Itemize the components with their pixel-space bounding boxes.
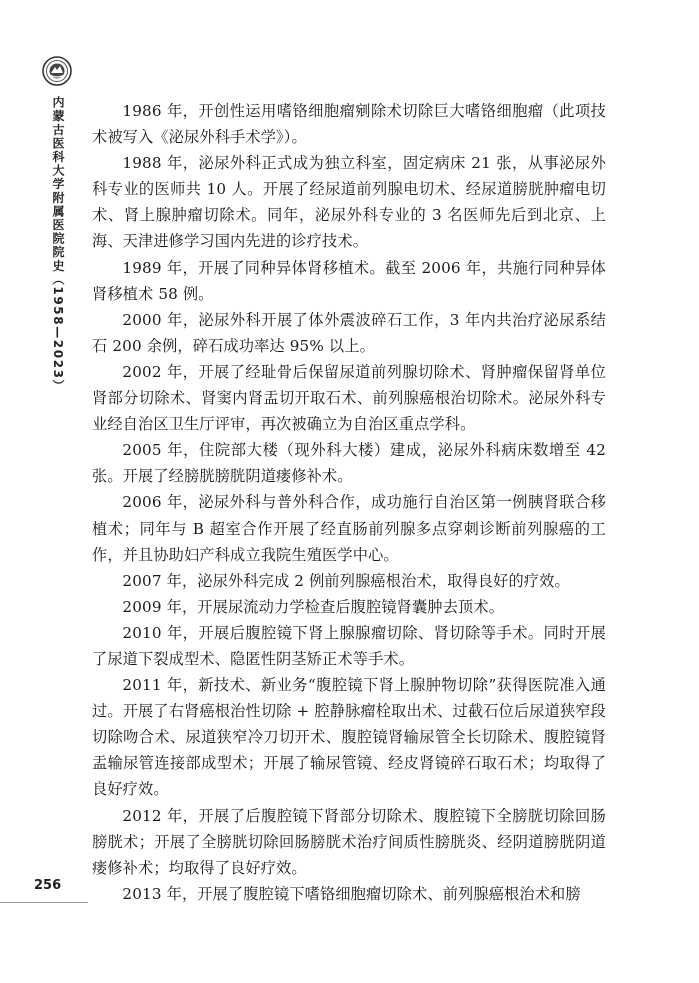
book-title-vertical: 内蒙古医科大学附属医院院史（1958—2023） bbox=[51, 96, 65, 394]
paragraph-2007: 2007 年，泌尿外科完成 2 例前列腺癌根治术，取得良好的疗效。 bbox=[122, 571, 570, 590]
paragraph-2006: 2006 年，泌尿外科与普外科合作，成功施行自治区第一例胰肾联合移植术；同年与 B 超室合作开展了经直肠前列腺多点穿刺诊断前列腺癌的工作，并且协助妇产科成立我院生殖医学中心。 bbox=[92, 493, 606, 564]
paragraph-1988: 1988 年，泌尿外科正式成为独立科室，固定病床 21 张，从事泌尿外科专业的医师共 10 人。开展了经尿道前列腺电切术、经尿道膀胱肿瘤电切术、肾上腺肿瘤切除术。同年，泌尿外科专业的 3 名医师先后到北京、上海、天津进修学习国内先进的诊疗技术。 bbox=[92, 154, 606, 251]
paragraph-2012: 2012 年，开展了后腹腔镜下肾部分切除术、腹腔镜下全膀胱切除回肠膀胱术；开展了全膀胱切除回肠膀胱术治疗间质性膀胱炎、经阴道膀胱阴道瘘修补术；均取得了良好疗效。 bbox=[92, 806, 606, 877]
paragraph-2010: 2010 年，开展后腹腔镜下肾上腺腺瘤切除、肾切除等手术。同时开展了尿道下裂成型术、隐匿性阴茎矫正术等手术。 bbox=[92, 623, 606, 668]
paragraph-2009: 2009 年，开展尿流动力学检查后腹腔镜肾囊肿去顶术。 bbox=[122, 597, 505, 616]
page-number: 256 bbox=[34, 878, 62, 893]
paragraph-1989: 1989 年，开展了同种异体肾移植术。截至 2006 年，共施行同种异体肾移植术 58 例。 bbox=[92, 258, 606, 303]
hospital-logo-emblem bbox=[42, 56, 72, 86]
footer-rule bbox=[0, 902, 88, 903]
paragraph-2013: 2013 年，开展了腹腔镜下嗜铬细胞瘤切除术、前列腺癌根治术和膀 bbox=[122, 884, 581, 903]
emblem-icon bbox=[42, 56, 72, 86]
paragraph-2005: 2005 年，住院部大楼（现外科大楼）建成，泌尿外科病床数增至 42 张。开展了经膀胱膀胱阴道瘘修补术。 bbox=[92, 441, 606, 486]
paragraph-2000: 2000 年，泌尿外科开展了体外震波碎石工作，3 年内共治疗泌尿系结石 200 余例，碎石成功率达 95% 以上。 bbox=[92, 310, 606, 355]
body-text bbox=[92, 98, 606, 907]
paragraph-2011: 2011 年，新技术、新业务“腹腔镜下肾上腺肿物切除”获得医院准入通过。开展了右肾癌根治性切除 + 腔静脉瘤栓取出术、过截石位后尿道狭窄段切除吻合术、尿道狭窄冷刀切开术、腹腔镜肾输尿管全长切除术、腹腔镜肾盂输尿管连接部成型术；开展了输尿管镜、经皮肾镜碎石取石术；均取得了良好疗效。 bbox=[92, 676, 606, 799]
paragraph-2002: 2002 年，开展了经耻骨后保留尿道前列腺切除术、肾肿瘤保留肾单位肾部分切除术、肾窦内肾盂切开取石术、前列腺癌根治切除术。泌尿外科专业经自治区卫生厅评审，再次被确立为自治区重点学科。 bbox=[92, 362, 606, 434]
paragraph-1986: 1986 年，开创性运用嗜铬细胞瘤剜除术切除巨大嗜铬细胞瘤（此项技术被写入《泌尿外科手术学》）。 bbox=[92, 102, 606, 147]
